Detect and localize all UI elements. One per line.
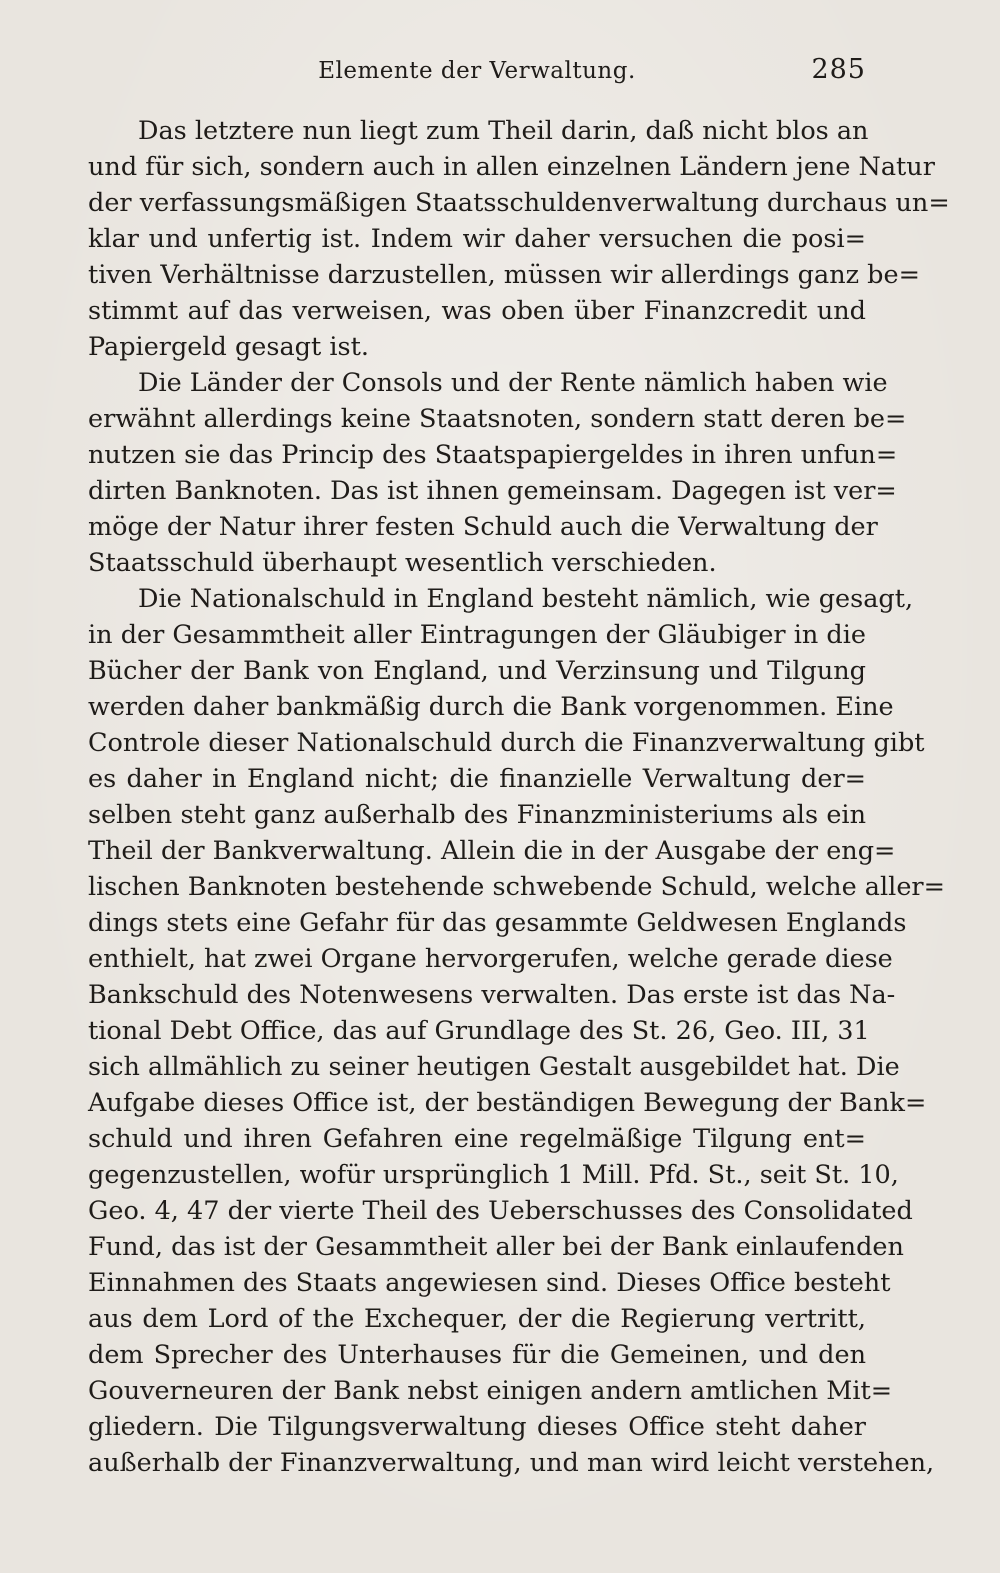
running-title: Elemente der Verwaltung. xyxy=(318,58,636,84)
text-line: sich allmählich zu seiner heutigen Gestalt ausgebildet hat. Die xyxy=(88,1052,900,1082)
text-line: der verfassungsmäßigen Staatsschuldenverwaltung durchaus un= xyxy=(88,188,950,218)
text-line: Das letztere nun liegt zum Theil darin, daß nicht blos an xyxy=(138,116,869,146)
text-line: erwähnt allerdings keine Staatsnoten, sondern statt deren be= xyxy=(88,404,907,434)
text-line: Gouverneuren der Bank nebst einigen andern amtlichen Mit= xyxy=(88,1376,893,1406)
text-line: werden daher bankmäßig durch die Bank vorgenommen. Eine xyxy=(88,692,894,722)
page-number: 285 xyxy=(811,54,866,85)
text-line: lischen Banknoten bestehende schwebende Schuld, welche aller= xyxy=(88,872,945,902)
text-line: Staatsschuld überhaupt wesentlich verschieden. xyxy=(88,548,717,578)
text-line: es daher in England nicht; die finanzielle Verwaltung der= xyxy=(88,764,866,794)
text-line: stimmt auf das verweisen, was oben über Finanzcredit und xyxy=(88,296,866,326)
page-header xyxy=(88,54,866,92)
text-line: Controle dieser Nationalschuld durch die Finanzverwaltung gibt xyxy=(88,728,925,758)
text-line: Aufgabe dieses Office ist, der beständigen Bewegung der Bank= xyxy=(88,1088,927,1118)
text-line: tional Debt Office, das auf Grundlage des St. 26, Geo. III, 31 xyxy=(88,1016,870,1046)
text-line: gegenzustellen, wofür ursprünglich 1 Mill. Pfd. St., seit St. 10, xyxy=(88,1160,899,1190)
text-line: dirten Banknoten. Das ist ihnen gemeinsam. Dagegen ist ver= xyxy=(88,476,897,506)
text-line: außerhalb der Finanzverwaltung, und man wird leicht verstehen, xyxy=(88,1448,935,1478)
body-text xyxy=(88,113,950,1481)
text-line: nutzen sie das Princip des Staatspapiergeldes in ihren unfun= xyxy=(88,440,898,470)
text-line: enthielt, hat zwei Organe hervorgerufen, welche gerade diese xyxy=(88,944,893,974)
text-line: aus dem Lord of the Exchequer, der die Regierung vertritt, xyxy=(88,1304,866,1334)
text-line: Bankschuld des Notenwesens verwalten. Das erste ist das Na- xyxy=(88,980,896,1010)
text-line: Theil der Bankverwaltung. Allein die in der Ausgabe der eng= xyxy=(88,836,896,866)
text-line: möge der Natur ihrer festen Schuld auch die Verwaltung der xyxy=(88,512,878,542)
text-line: klar und unfertig ist. Indem wir daher versuchen die posi= xyxy=(88,224,866,254)
text-line: gliedern. Die Tilgungsverwaltung dieses Office steht daher xyxy=(88,1412,866,1442)
text-line: selben steht ganz außerhalb des Finanzministeriums als ein xyxy=(88,800,866,830)
text-line: Geo. 4, 47 der vierte Theil des Ueberschusses des Consolidated xyxy=(88,1196,913,1226)
text-line: tiven Verhältnisse darzustellen, müssen wir allerdings ganz be= xyxy=(88,260,920,290)
text-line: und für sich, sondern auch in allen einzelnen Ländern jene Natur xyxy=(88,152,935,182)
text-line: in der Gesammtheit aller Eintragungen der Gläubiger in die xyxy=(88,620,866,650)
text-line: Bücher der Bank von England, und Verzinsung und Tilgung xyxy=(88,656,866,686)
text-line: Papiergeld gesagt ist. xyxy=(88,332,369,362)
text-line: Die Länder der Consols und der Rente nämlich haben wie xyxy=(138,368,888,398)
text-line: dings stets eine Gefahr für das gesammte Geldwesen Englands xyxy=(88,908,907,938)
text-line: dem Sprecher des Unterhauses für die Gemeinen, und den xyxy=(88,1340,866,1370)
text-line: Die Nationalschuld in England besteht nämlich, wie gesagt, xyxy=(138,584,914,614)
text-line: Einnahmen des Staats angewiesen sind. Dieses Office besteht xyxy=(88,1268,891,1298)
text-line: schuld und ihren Gefahren eine regelmäßige Tilgung ent= xyxy=(88,1124,866,1154)
text-line: Fund, das ist der Gesammtheit aller bei der Bank einlaufenden xyxy=(88,1232,904,1262)
